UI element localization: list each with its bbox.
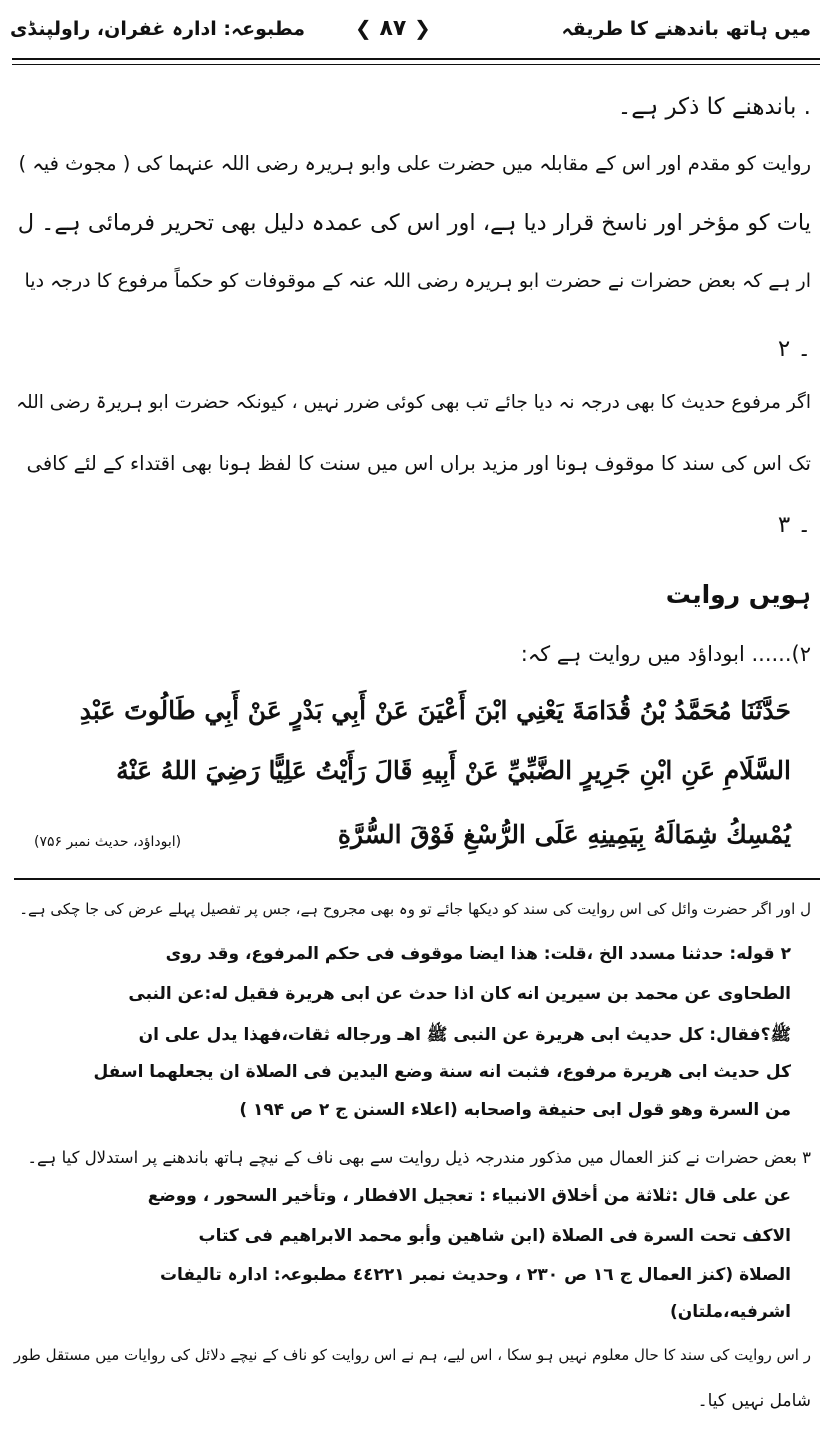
header-rule-thin (12, 64, 820, 65)
footnote-line: من السرة وهو قول ابى حنيفة واصحابه (اعلاء السنن ج ۲ ص ۱۹۴ ) (239, 1100, 791, 1120)
section-heading: ہویں روایت (665, 580, 811, 609)
ornament-right-icon: ❯ (413, 16, 431, 40)
footnote-line: شامل نہیں کیا۔ (697, 1391, 811, 1411)
page-number-block (355, 16, 431, 41)
body-line: یات کو مؤخر اور ناسخ قرار دیا ہے، اور اس کی عمدہ دلیل بھی تحریر فرمائی ہے۔ ل (17, 210, 811, 236)
header-rule (12, 58, 820, 60)
body-line: ار ہے کہ بعض حضرات نے حضرت ابو ہریرہ رضی اللہ عنہ کے موقوفات کو حکماً مرفوع کا درجہ دیا (24, 270, 811, 292)
footnote-line: الطحاوى عن محمد بن سيرين انه كان اذا حدث عن ابى هريرة فقيل له:عن النبى (128, 984, 791, 1004)
page-header (0, 14, 825, 50)
chapter-title: میں ہاتھ باندھنے کا طریقہ (561, 18, 811, 40)
footnote-line: ر اس روایت کی سند کا حال معلوم نہیں ہو سکا ، اس لیے، ہم نے اس روایت کو ناف کے نیچے دلائل کی روایات میں مستقل طور (13, 1346, 811, 1364)
publisher-label: مطبوعہ: ادارہ غفران، راولپنڈی (10, 18, 306, 40)
ornament-left-icon: ❮ (355, 16, 372, 40)
footnote-line: عن على قال :ثلاثة من أخلاق الانبياء : تعجيل الافطار ، وتأخير السحور ، ووضع (147, 1186, 791, 1206)
item-intro: ۲)...... ابوداؤد میں روایت ہے کہ: (520, 642, 811, 666)
body-line: اگر مرفوع حدیث کا بھی درجہ نہ دیا جائے تب بھی کوئی ضرر نہیں ، کیونکہ حضرت ابو ہریرۃ رضی اللہ (16, 392, 811, 413)
page-number: ۸۷ (379, 16, 407, 41)
body-line: روایت کو مقدم اور اس کے مقابلہ میں حضرت علی وابو ہریرہ رضی اللہ عنہما کی ( مجوث فیہ ) (18, 152, 811, 175)
footnote-line: ۲ قوله: حدثنا مسدد الخ ،قلت: هذا ايضا موقوف فى حكم المرفوع، وقد روى (165, 944, 791, 964)
body-line: ۔ ۲ (777, 336, 811, 362)
footnote-separator (14, 878, 820, 880)
footnote-line: كل حديث ابى هريرة مرفوع، فثبت انه سنة وضع اليدين فى الصلاة ان يجعلهما اسفل (93, 1062, 791, 1082)
body-line: . باندھنے کا ذکر ہے۔ (617, 94, 811, 120)
footnote-line: ۳ بعض حضرات نے کنز العمال میں مذکور مندرجہ ذیل روایت سے بھی ناف کے نیچے ہاتھ باندھنے پر استدلال کیا ہے۔ (27, 1148, 811, 1167)
footnote-line: اشرفيه،ملتان) (669, 1302, 791, 1322)
arabic-hadith-line: يُمْسِكُ شِمَالَهُ بِيَمِينِهِ عَلَى الرُّسْغِ فَوْقَ السُّرَّةِ (337, 820, 791, 849)
body-line: تک اس کی سند کا موقوف ہونا اور مزید براں اس میں سنت کا لفظ ہونا بھی اقتداء کے لئے کافی (26, 452, 811, 475)
arabic-hadith-line: السَّلَامِ عَنِ ابْنِ جَرِيرٍ الضَّبِّيِّ عَنْ أَبِيهِ قَالَ رَأَيْتُ عَلِيًّا رَضِيَ اللهُ عَنْهُ (116, 756, 791, 785)
footnote-line: ﷺ؟فقال: كل حديث ابى هريرة عن النبى ﷺ اهـ ورجاله ثقات،فهذا يدل على ان (138, 1025, 791, 1045)
footnote-line: ل اور اگر حضرت وائل کی اس روایت کی سند کو دیکھا جائے تو وہ بھی مجروح ہے، جس پر تفصیل پہلے عرض کی جا چکی ہے۔ (19, 900, 811, 918)
footnote-line: الصلاة (كنز العمال ج ١٦ ص ٢٣٠ ، وحديث نمبر ٤٤٢٢١ مطبوعہ: ادارہ تاليفات (159, 1265, 791, 1285)
footnote-line: الاكف تحت السرة فى الصلاة (ابن شاهين وأبو محمد الابراهيم فى كتاب (198, 1226, 791, 1246)
hadith-reference: (ابوداؤد، حدیث نمبر ۷۵۶) (34, 834, 182, 850)
body-line: ۔ ۳ (777, 512, 811, 538)
arabic-hadith-line: حَدَّثَنَا مُحَمَّدُ بْنُ قُدَامَةَ يَعْنِي ابْنَ أَعْيَنَ عَنْ أَبِي بَدْرٍ عَنْ أَبِي طَالُوتَ عَبْدِ (79, 696, 791, 725)
